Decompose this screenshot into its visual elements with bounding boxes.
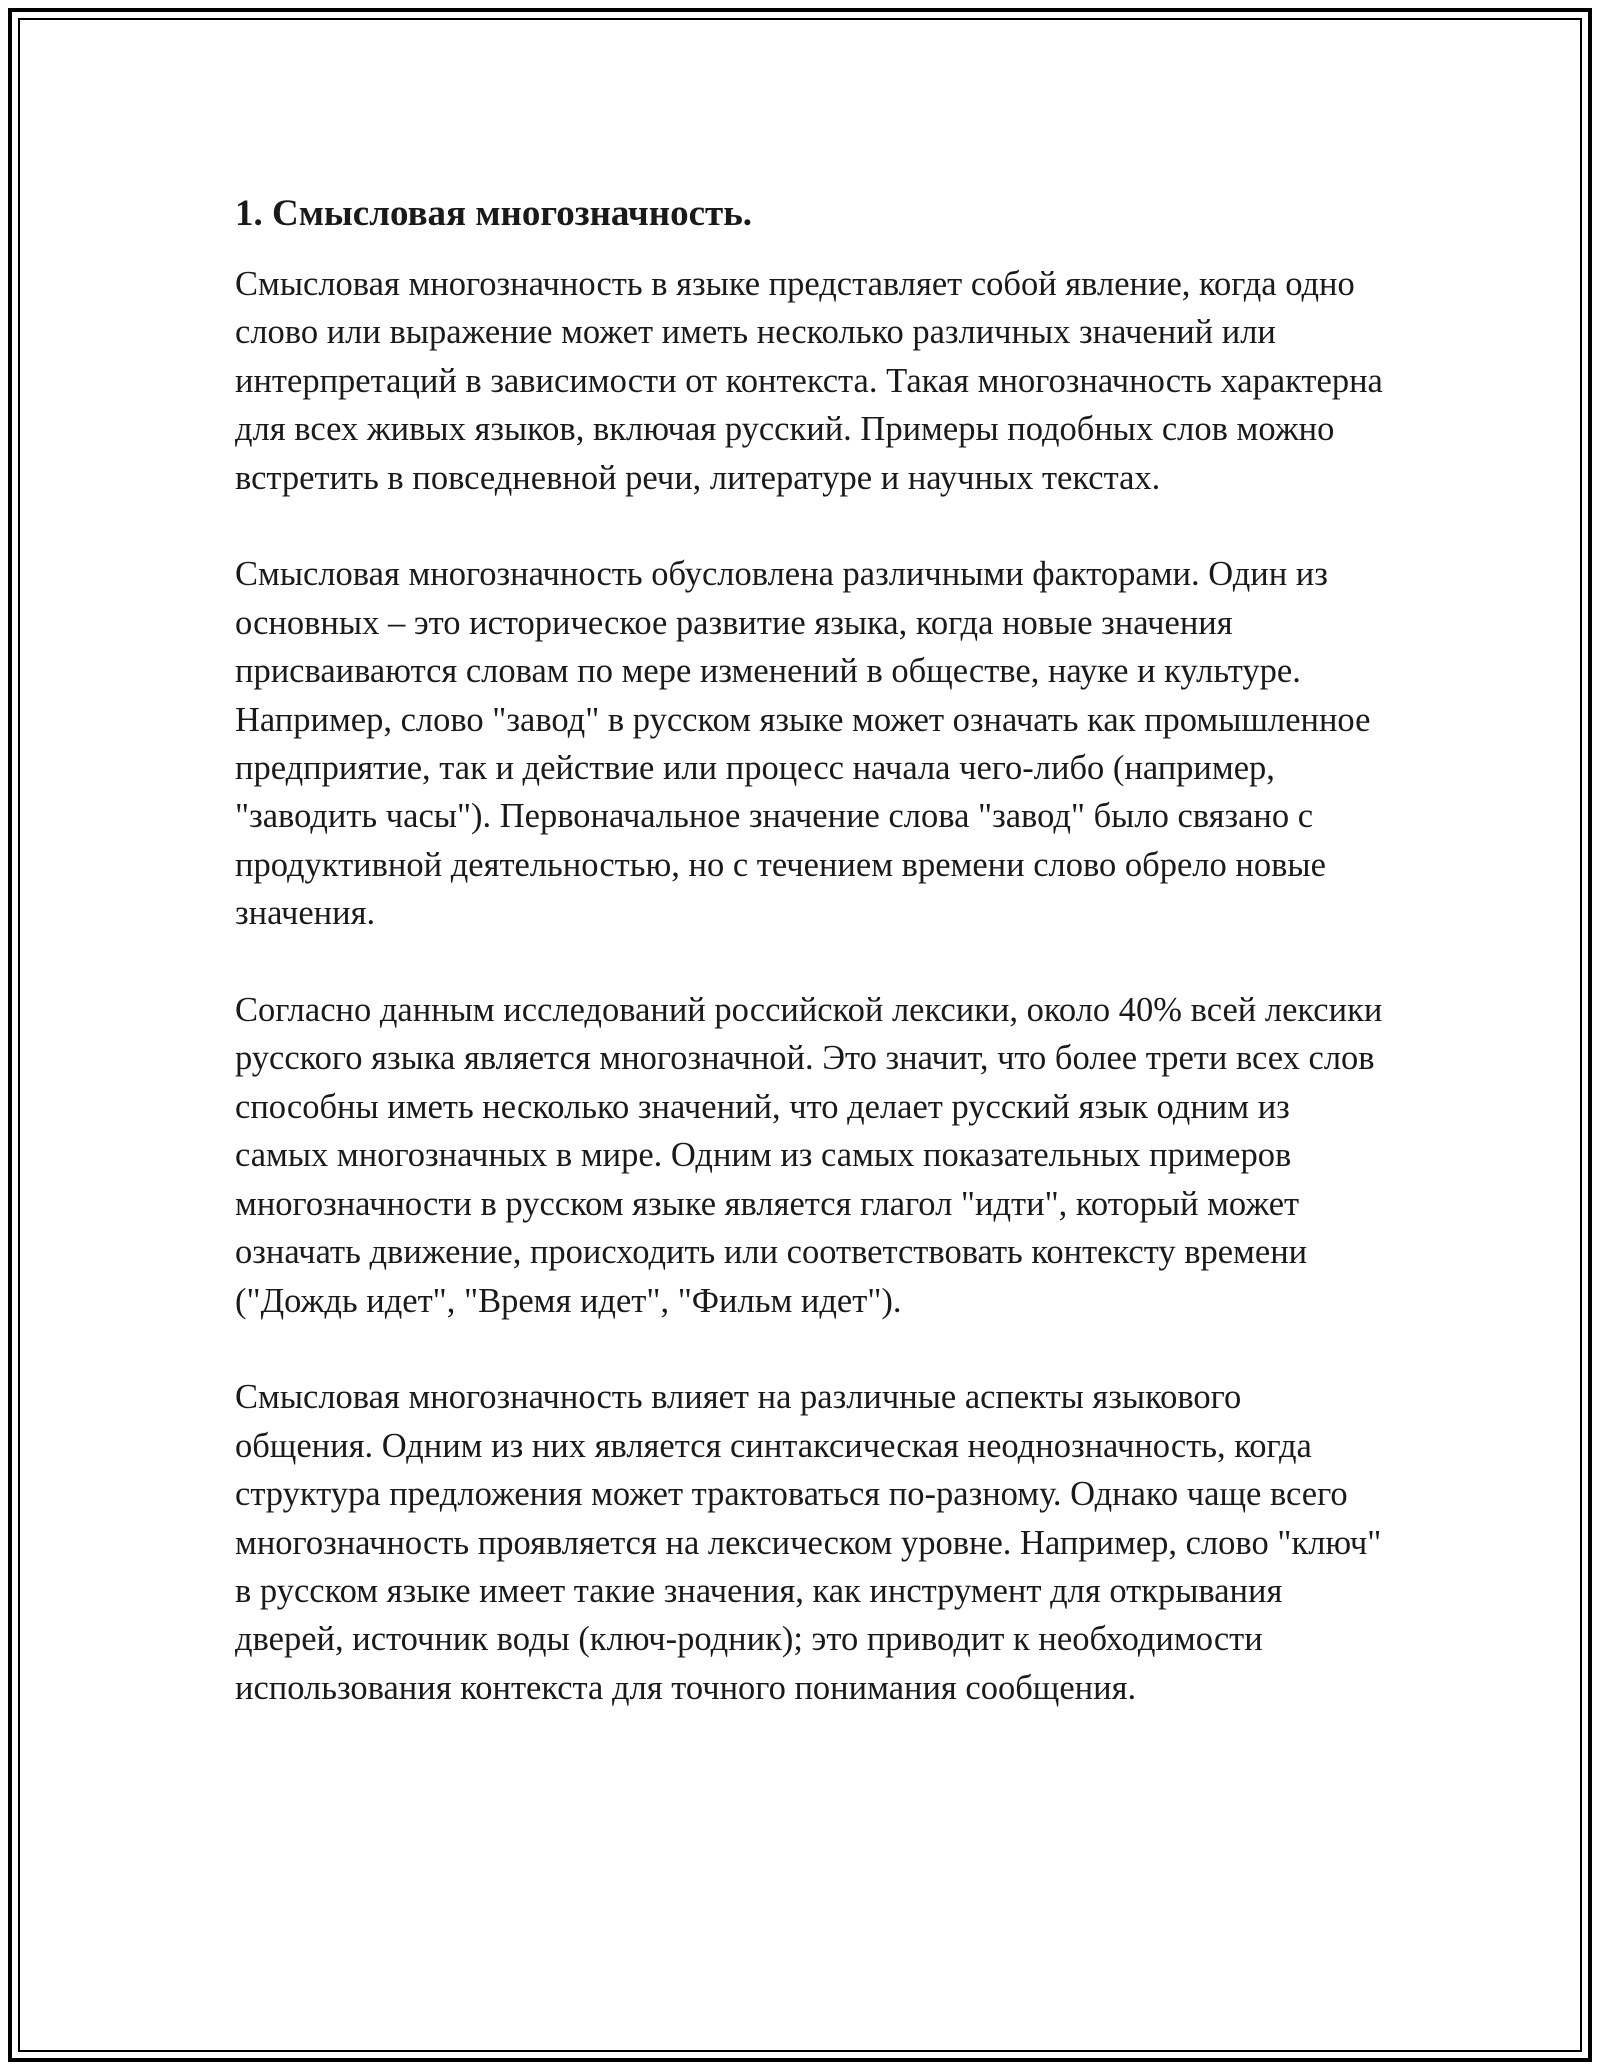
- paragraph-1: Смысловая многозначность в языке представляет собой явление, когда одно слово или выражение может иметь несколько различных значений или интерпретаций в зависимости от контекста. Такая многозначность характерна для всех живых языков, включая русский. Примеры подобных слов можно встретить в повседневной речи, литературе и научных текстах.: [235, 265, 1383, 497]
- paragraph-4: Смысловая многозначность влияет на различные аспекты языкового общения. Одним из них является синтаксическая неоднозначность, когда структура предложения может трактоваться по-разному. Однако чаще всего многозначность проявляется на лексическом уровне. Например, слово "ключ" в русском языке имеет такие значения, как инструмент для открывания дверей, источник воды (ключ-родник); это приводит к необходимости использования контекста для точного понимания сообщения.: [235, 1378, 1382, 1707]
- paragraph-3: Согласно данным исследований российской лексики, около 40% всей лексики русского языка является многозначной. Это значит, что более трети всех слов способны иметь несколько значений, что делает русский язык одним из самых многозначных в мире. Одним из самых показательных примеров многозначности в русском языке является глагол "идти", который может означать движение, происходить или соответствовать контексту времени ("Дождь идет", "Время идет", "Фильм идет").: [235, 991, 1383, 1320]
- paragraph-2: Смысловая многозначность обусловлена различными факторами. Один из основных – это историческое развитие языка, когда новые значения присваиваются словам по мере изменений в обществе, науке и культуре. Например, слово "завод" в русском языке может означать как промышленное предприятие, так и действие или процесс начала чего-либо (например, "заводить часы"). Первоначальное значение слова "завод" было связано с продуктивной деятельностью, но с течением времени слово обрело новые значения.: [235, 555, 1371, 933]
- document-body: [235, 188, 1385, 1761]
- section-heading: 1. Смысловая многозначность.: [235, 193, 753, 234]
